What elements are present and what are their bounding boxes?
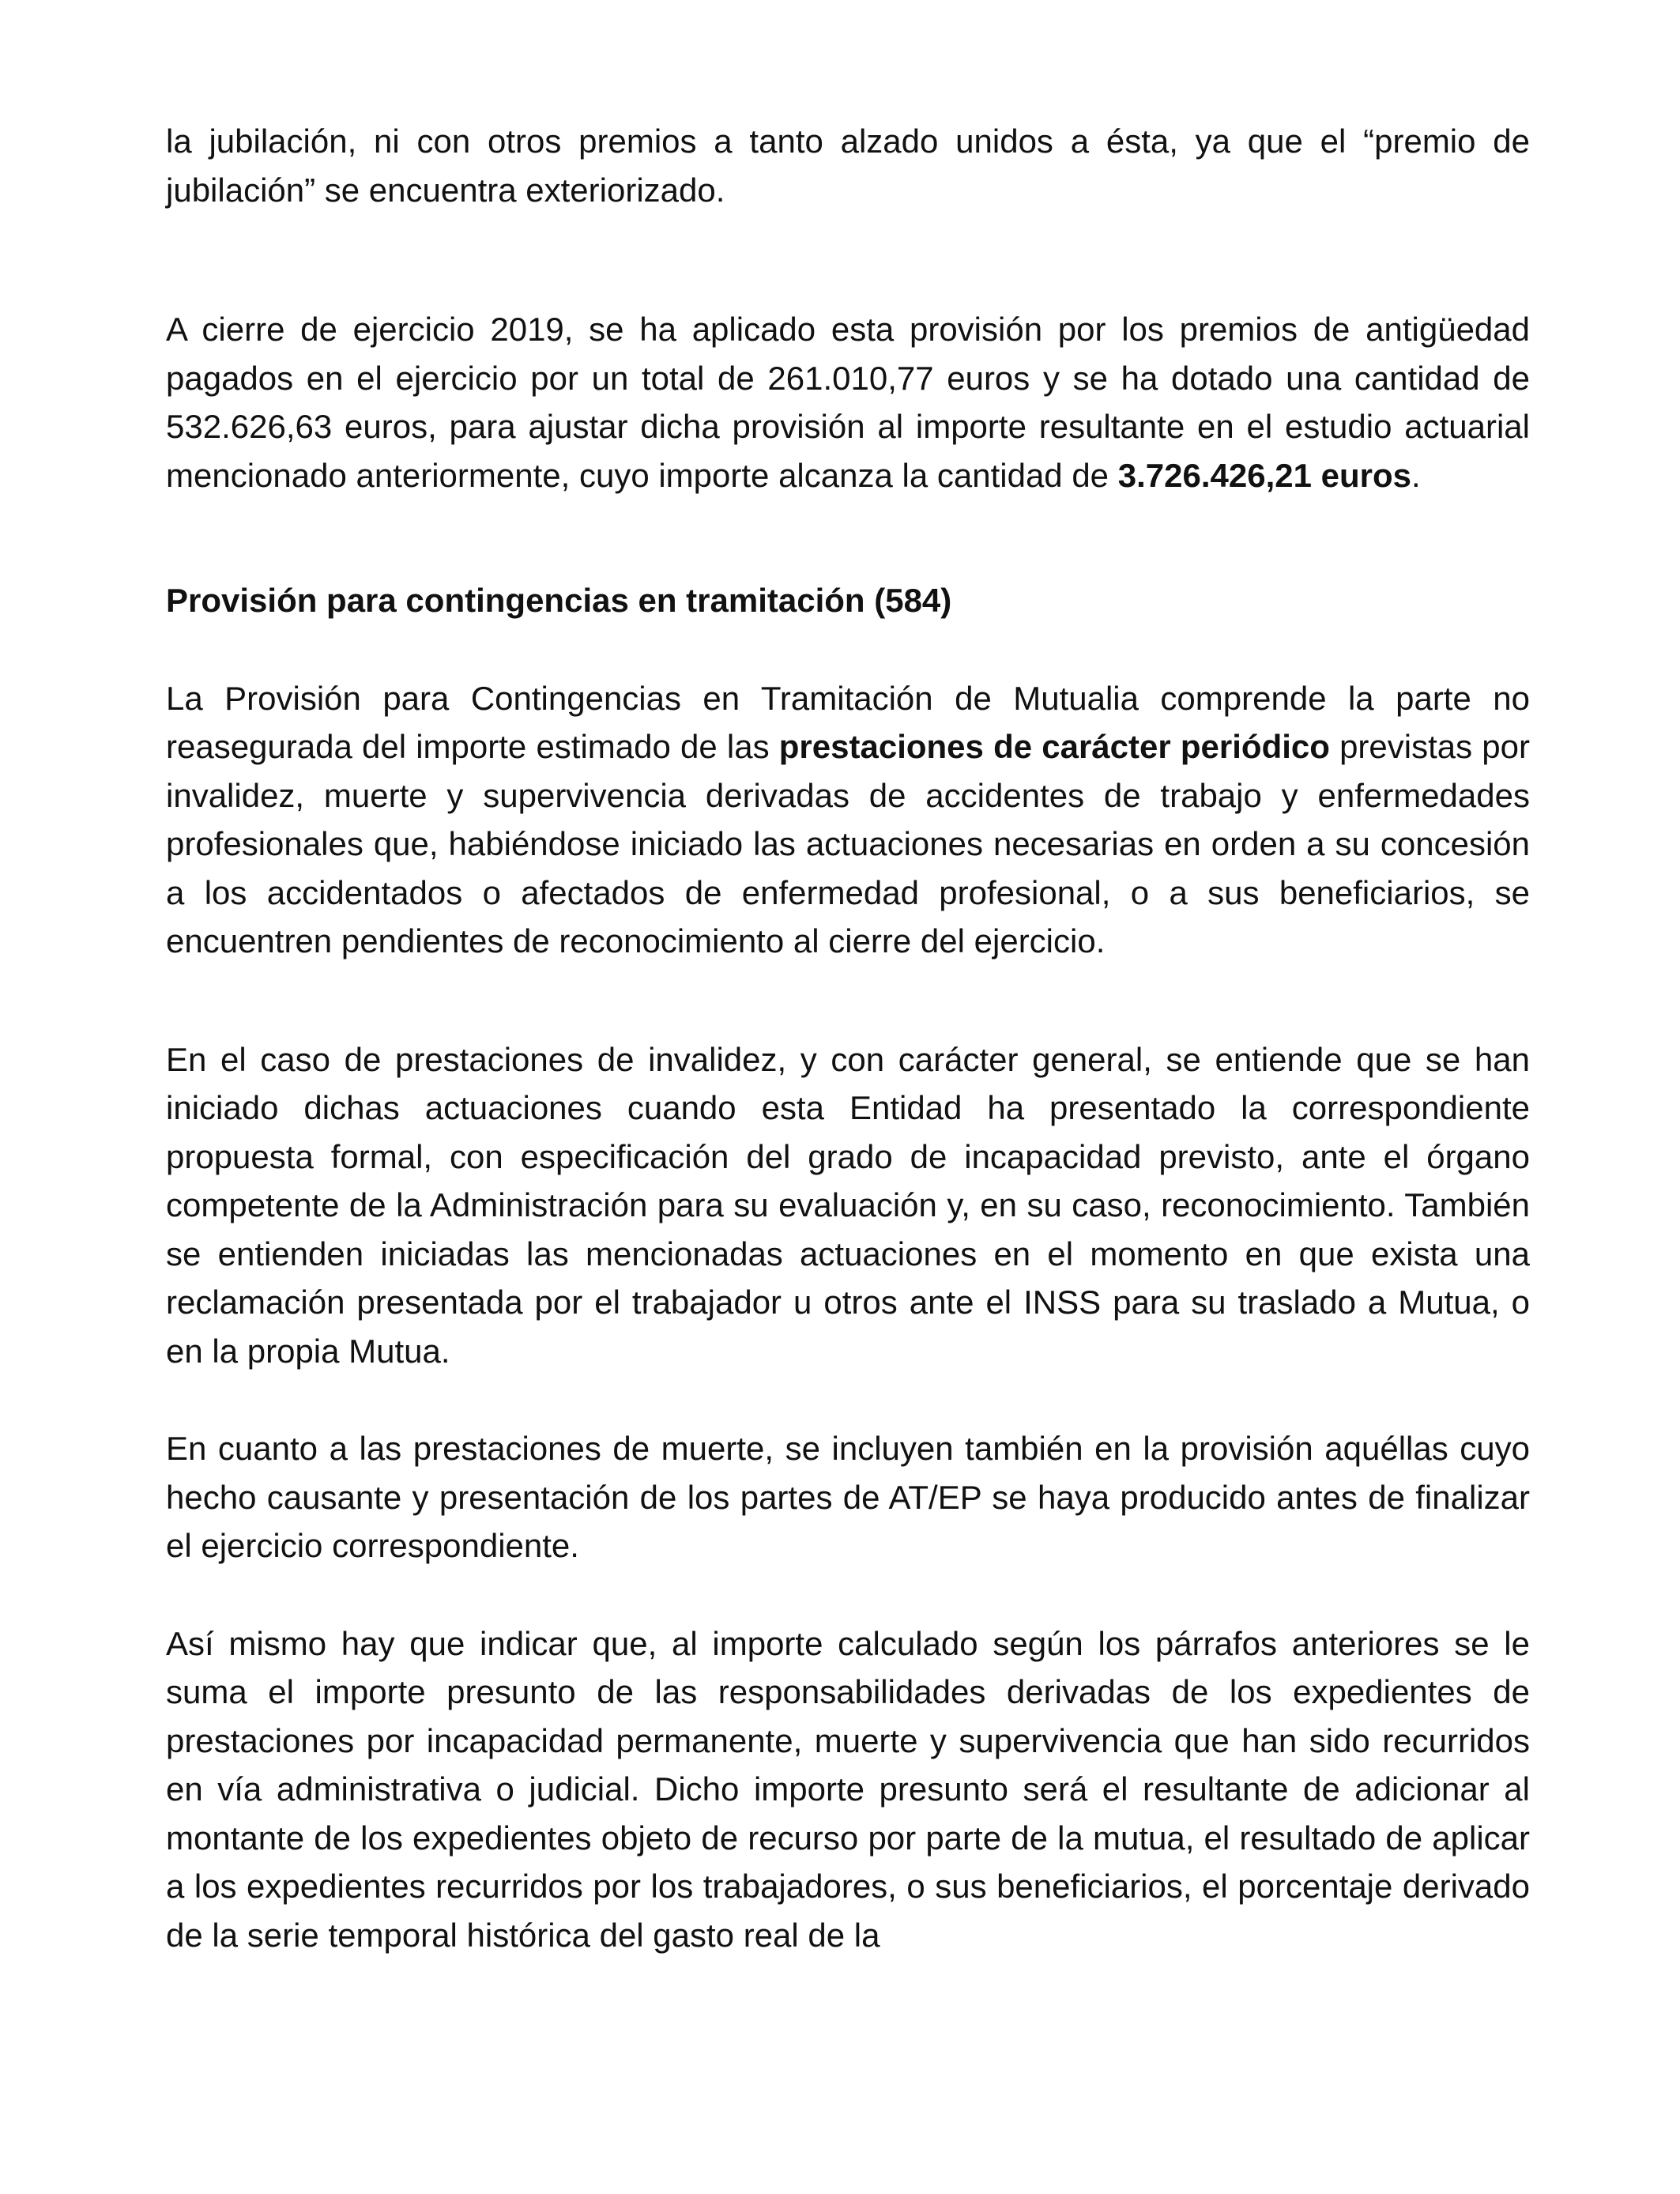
section-heading: Provisión para contingencias en tramitación (584) [166,582,952,619]
paragraph-cierre-end: . [1411,456,1421,494]
prestaciones-emphasis: prestaciones de carácter periódico [778,728,1330,765]
total-amount: 3.726.426,21 euros [1117,456,1411,494]
paragraph-muerte: En cuanto a las prestaciones de muerte, se incluyen también en la provisión aquéllas cuyo hecho causante y presentación de los partes de AT/EP se haya producido antes de finalizar el ejercicio correspondiente. [166,1430,1530,1564]
paragraph-recursos: Así mismo hay que indicar que, al importe calculado según los párrafos anteriores se le suma el importe presunto de las responsabilidades derivadas de los expedientes de prestaciones por incapacidad permanente, muerte y supervivencia que han sido recurridos en vía administrativa o judicial. Dicho importe presunto será el resultante de adicionar al montante de los expedientes objeto de recurso por parte de la mutua, el resultado de aplicar a los expedientes recurridos por los trabajadores, o sus beneficiarios, el porcentaje derivado de la serie temporal histórica del gasto real de la [166,1624,1530,1954]
paragraph-invalidez: En el caso de prestaciones de invalidez, y con carácter general, se entiende que se han iniciado dichas actuaciones cuando esta Entidad ha presentado la correspondiente propuesta formal, con especificación del grado de incapacidad previsto, ante el órgano competente de la Administración para su evaluación y, en su caso, reconocimiento. También se entienden iniciadas las mencionadas actuaciones en el momento en que exista una reclamación presentada por el trabajador u otros ante el INSS para su traslado a Mutua, o en la propia Mutua. [166,1040,1530,1370]
paragraph-provision-text1: La Provisión para Contingencias en Tramitación de Mutualia comprende la parte no reasegurada del importe estimado de las [166,679,1530,765]
paragraph-cierre-text: A cierre de ejercicio 2019, se ha aplicado esta provisión por los premios de antigüedad pagados en el ejercicio por un total de 261.010,77 euros y se ha dotado una cantidad de 532.626,63 euros, para ajustar dicha provisión al importe resultante en el estudio actuarial mencionado anteriormente, cuyo importe alcanza la cantidad de [166,311,1530,494]
document-page [166,117,1530,1959]
paragraph-jubilacion: la jubilación, ni con otros premios a tanto alzado unidos a ésta, ya que el “premio de jubilación” se encuentra exteriorizado. [166,123,1530,209]
paragraph-cierre-ejercicio [166,305,1530,499]
paragraph-provision-text2: previstas por invalidez, muerte y supervivencia derivadas de accidentes de trabajo y enfermedades profesionales que, habiéndose iniciado las actuaciones necesarias en orden a su concesión a los accidentados o afectados de enfermedad profesional, o a sus beneficiarios, se encuentren pendientes de reconocimiento al cierre del ejercicio. [166,728,1531,959]
paragraph-provision-definicion [166,674,1530,966]
